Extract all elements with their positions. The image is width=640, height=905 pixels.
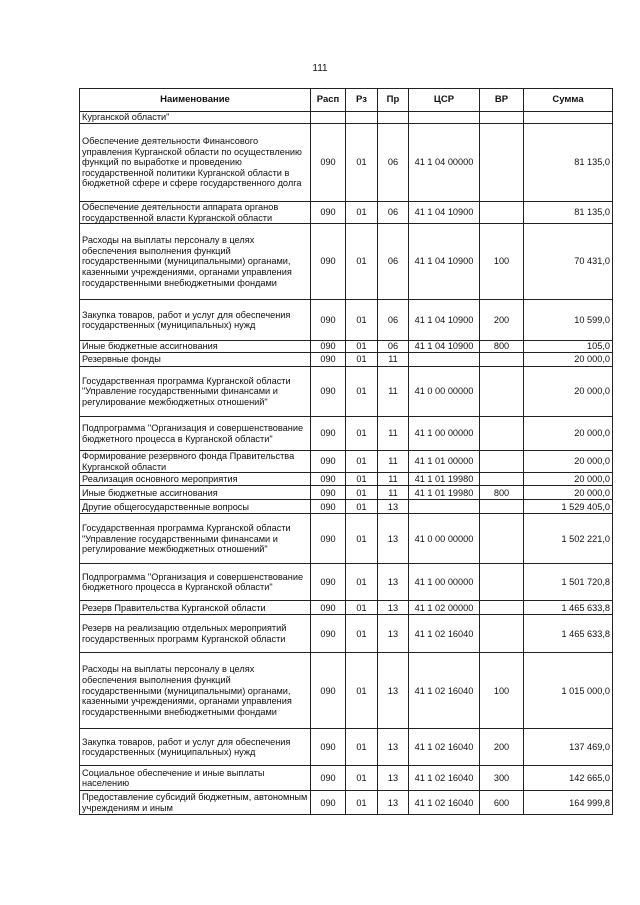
cell-csr: 41 0 00 00000 — [409, 514, 480, 564]
cell-rasp: 090 — [311, 791, 346, 815]
cell-pr: 06 — [378, 224, 409, 300]
cell-sum: 1 501 720,8 — [524, 564, 613, 601]
cell-sum: 164 999,8 — [524, 791, 613, 815]
cell-rasp: 090 — [311, 124, 346, 202]
cell-sum: 1 502 221,0 — [524, 514, 613, 564]
cell-name: Подпрограмма "Организация и совершенствование бюджетного процесса в Курганской области" — [80, 417, 311, 451]
cell-rz — [346, 112, 378, 124]
cell-pr: 13 — [378, 653, 409, 729]
cell-name: Государственная программа Курганской области "Управление государственными финансами и регулирование межбюджетных отношений" — [80, 514, 311, 564]
cell-rasp: 090 — [311, 486, 346, 500]
cell-sum: 137 469,0 — [524, 729, 613, 766]
cell-vr: 800 — [480, 341, 524, 353]
cell-vr — [480, 451, 524, 473]
cell-rasp: 090 — [311, 729, 346, 766]
cell-name: Иные бюджетные ассигнования — [80, 486, 311, 500]
cell-rasp: 090 — [311, 514, 346, 564]
cell-rasp: 090 — [311, 353, 346, 367]
cell-pr: 06 — [378, 300, 409, 341]
table-row — [80, 653, 613, 729]
cell-sum: 70 431,0 — [524, 224, 613, 300]
cell-rz: 01 — [346, 367, 378, 417]
cell-sum: 1 465 633,8 — [524, 601, 613, 615]
cell-csr: 41 1 02 00000 — [409, 601, 480, 615]
cell-pr: 13 — [378, 601, 409, 615]
cell-vr: 100 — [480, 224, 524, 300]
cell-csr: 41 1 00 00000 — [409, 564, 480, 601]
cell-csr: 41 1 04 10900 — [409, 300, 480, 341]
cell-rz: 01 — [346, 224, 378, 300]
cell-pr: 13 — [378, 514, 409, 564]
table-row — [80, 224, 613, 300]
cell-rz: 01 — [346, 653, 378, 729]
cell-name: Обеспечение деятельности аппарата органов государственной власти Курганской области — [80, 202, 311, 224]
cell-sum — [524, 112, 613, 124]
cell-sum: 1 465 633,8 — [524, 615, 613, 653]
table-row — [80, 124, 613, 202]
cell-csr: 41 1 04 10900 — [409, 224, 480, 300]
cell-pr: 13 — [378, 791, 409, 815]
cell-vr: 600 — [480, 791, 524, 815]
cell-vr — [480, 202, 524, 224]
column-header-csr: ЦСР — [409, 89, 480, 112]
table-row — [80, 514, 613, 564]
cell-rz: 01 — [346, 791, 378, 815]
cell-rz: 01 — [346, 729, 378, 766]
cell-name: Закупка товаров, работ и услуг для обеспечения государственных (муниципальных) нужд — [80, 729, 311, 766]
cell-pr: 11 — [378, 473, 409, 486]
column-header-name: Наименование — [80, 89, 311, 112]
table-row — [80, 486, 613, 500]
cell-vr — [480, 564, 524, 601]
cell-csr: 41 1 01 00000 — [409, 451, 480, 473]
cell-csr: 41 1 00 00000 — [409, 417, 480, 451]
cell-rasp: 090 — [311, 451, 346, 473]
table-row — [80, 417, 613, 451]
cell-name: Формирование резервного фонда Правительства Курганской области — [80, 451, 311, 473]
cell-sum: 105,0 — [524, 341, 613, 353]
page-number: 111 — [312, 63, 328, 74]
cell-csr: 41 1 04 10900 — [409, 341, 480, 353]
cell-vr — [480, 124, 524, 202]
cell-rasp: 090 — [311, 300, 346, 341]
cell-csr — [409, 353, 480, 367]
cell-pr: 13 — [378, 564, 409, 601]
column-header-rz: Рз — [346, 89, 378, 112]
cell-name: Реализация основного мероприятия — [80, 473, 311, 486]
table-row — [80, 473, 613, 486]
cell-rz: 01 — [346, 341, 378, 353]
cell-csr — [409, 112, 480, 124]
cell-rasp: 090 — [311, 601, 346, 615]
cell-rz: 01 — [346, 486, 378, 500]
table-row — [80, 564, 613, 601]
budget-table — [79, 88, 613, 815]
cell-name: Иные бюджетные ассигнования — [80, 341, 311, 353]
cell-vr: 200 — [480, 300, 524, 341]
table-row — [80, 112, 613, 124]
table-row — [80, 766, 613, 791]
cell-csr: 41 0 00 00000 — [409, 367, 480, 417]
cell-pr: 06 — [378, 124, 409, 202]
cell-pr — [378, 112, 409, 124]
cell-vr — [480, 417, 524, 451]
table-row — [80, 791, 613, 815]
column-header-pr: Пр — [378, 89, 409, 112]
cell-pr: 11 — [378, 353, 409, 367]
table-body — [80, 112, 613, 815]
cell-sum: 20 000,0 — [524, 367, 613, 417]
cell-csr: 41 1 04 00000 — [409, 124, 480, 202]
table-row — [80, 353, 613, 367]
cell-rz: 01 — [346, 615, 378, 653]
cell-csr: 41 1 04 10900 — [409, 202, 480, 224]
cell-pr: 13 — [378, 500, 409, 514]
cell-rasp — [311, 112, 346, 124]
table-header-row — [80, 89, 613, 112]
table-row — [80, 451, 613, 473]
cell-pr: 11 — [378, 486, 409, 500]
cell-rz: 01 — [346, 451, 378, 473]
cell-sum: 1 529 405,0 — [524, 500, 613, 514]
cell-rz: 01 — [346, 353, 378, 367]
cell-rz: 01 — [346, 564, 378, 601]
cell-name: Резерв на реализацию отдельных мероприятий государственных программ Курганской области — [80, 615, 311, 653]
cell-vr — [480, 514, 524, 564]
cell-vr — [480, 112, 524, 124]
cell-sum: 20 000,0 — [524, 473, 613, 486]
table-row — [80, 500, 613, 514]
table-row — [80, 367, 613, 417]
cell-rz: 01 — [346, 124, 378, 202]
cell-vr — [480, 473, 524, 486]
cell-rasp: 090 — [311, 202, 346, 224]
cell-csr — [409, 500, 480, 514]
cell-name: Расходы на выплаты персоналу в целях обеспечения выполнения функций государственными (муниципальными) органами, казенными учреждениями, органами управления государственными внебюджетными фондами — [80, 224, 311, 300]
cell-sum: 81 135,0 — [524, 202, 613, 224]
cell-pr: 06 — [378, 341, 409, 353]
cell-pr: 11 — [378, 417, 409, 451]
cell-rz: 01 — [346, 514, 378, 564]
table-row — [80, 341, 613, 353]
cell-rasp: 090 — [311, 615, 346, 653]
cell-name: Резерв Правительства Курганской области — [80, 601, 311, 615]
cell-pr: 11 — [378, 451, 409, 473]
table-row — [80, 300, 613, 341]
cell-vr: 800 — [480, 486, 524, 500]
cell-rz: 01 — [346, 766, 378, 791]
column-header-rasp: Расп — [311, 89, 346, 112]
cell-vr — [480, 601, 524, 615]
cell-name: Курганской области" — [80, 112, 311, 124]
cell-vr — [480, 615, 524, 653]
column-header-vr: ВР — [480, 89, 524, 112]
cell-csr: 41 1 01 19980 — [409, 473, 480, 486]
cell-name: Социальное обеспечение и иные выплаты населению — [80, 766, 311, 791]
cell-pr: 13 — [378, 766, 409, 791]
cell-rasp: 090 — [311, 473, 346, 486]
cell-name: Предоставление субсидий бюджетным, автономным учреждениям и иным — [80, 791, 311, 815]
cell-rasp: 090 — [311, 500, 346, 514]
cell-name: Государственная программа Курганской области "Управление государственными финансами и регулирование межбюджетных отношений" — [80, 367, 311, 417]
cell-vr — [480, 353, 524, 367]
cell-vr: 100 — [480, 653, 524, 729]
table-row — [80, 601, 613, 615]
cell-rasp: 090 — [311, 224, 346, 300]
cell-csr: 41 1 02 16040 — [409, 615, 480, 653]
cell-csr: 41 1 02 16040 — [409, 729, 480, 766]
cell-sum: 20 000,0 — [524, 451, 613, 473]
cell-rz: 01 — [346, 601, 378, 615]
cell-rasp: 090 — [311, 341, 346, 353]
cell-sum: 1 015 000,0 — [524, 653, 613, 729]
cell-name: Резервные фонды — [80, 353, 311, 367]
cell-rasp: 090 — [311, 766, 346, 791]
cell-vr: 200 — [480, 729, 524, 766]
cell-pr: 13 — [378, 615, 409, 653]
table-row — [80, 202, 613, 224]
cell-pr: 06 — [378, 202, 409, 224]
cell-rz: 01 — [346, 202, 378, 224]
cell-rz: 01 — [346, 417, 378, 451]
cell-sum: 10 599,0 — [524, 300, 613, 341]
cell-csr: 41 1 02 16040 — [409, 766, 480, 791]
cell-rasp: 090 — [311, 417, 346, 451]
cell-rz: 01 — [346, 300, 378, 341]
cell-name: Другие общегосударственные вопросы — [80, 500, 311, 514]
cell-vr: 300 — [480, 766, 524, 791]
cell-name: Закупка товаров, работ и услуг для обеспечения государственных (муниципальных) нужд — [80, 300, 311, 341]
cell-rasp: 090 — [311, 564, 346, 601]
table-row — [80, 615, 613, 653]
cell-sum: 20 000,0 — [524, 417, 613, 451]
cell-rasp: 090 — [311, 367, 346, 417]
cell-sum: 142 665,0 — [524, 766, 613, 791]
cell-sum: 20 000,0 — [524, 486, 613, 500]
cell-rz: 01 — [346, 500, 378, 514]
cell-csr: 41 1 02 16040 — [409, 791, 480, 815]
cell-pr: 11 — [378, 367, 409, 417]
cell-name: Обеспечение деятельности Финансового управления Курганской области по осуществлению функций по выработке и проведению государственной политики Курганской области в бюджетной сфере и сфере государственного долга — [80, 124, 311, 202]
cell-sum: 20 000,0 — [524, 353, 613, 367]
cell-name: Подпрограмма "Организация и совершенствование бюджетного процесса в Курганской области" — [80, 564, 311, 601]
cell-csr: 41 1 01 19980 — [409, 486, 480, 500]
cell-name: Расходы на выплаты персоналу в целях обеспечения выполнения функций государственными (муниципальными) органами, казенными учреждениями, органами управления государственными внебюджетными фондами — [80, 653, 311, 729]
cell-sum: 81 135,0 — [524, 124, 613, 202]
table-row — [80, 729, 613, 766]
cell-csr: 41 1 02 16040 — [409, 653, 480, 729]
column-header-sum: Сумма — [524, 89, 613, 112]
cell-vr — [480, 500, 524, 514]
cell-rasp: 090 — [311, 653, 346, 729]
cell-pr: 13 — [378, 729, 409, 766]
cell-vr — [480, 367, 524, 417]
cell-rz: 01 — [346, 473, 378, 486]
